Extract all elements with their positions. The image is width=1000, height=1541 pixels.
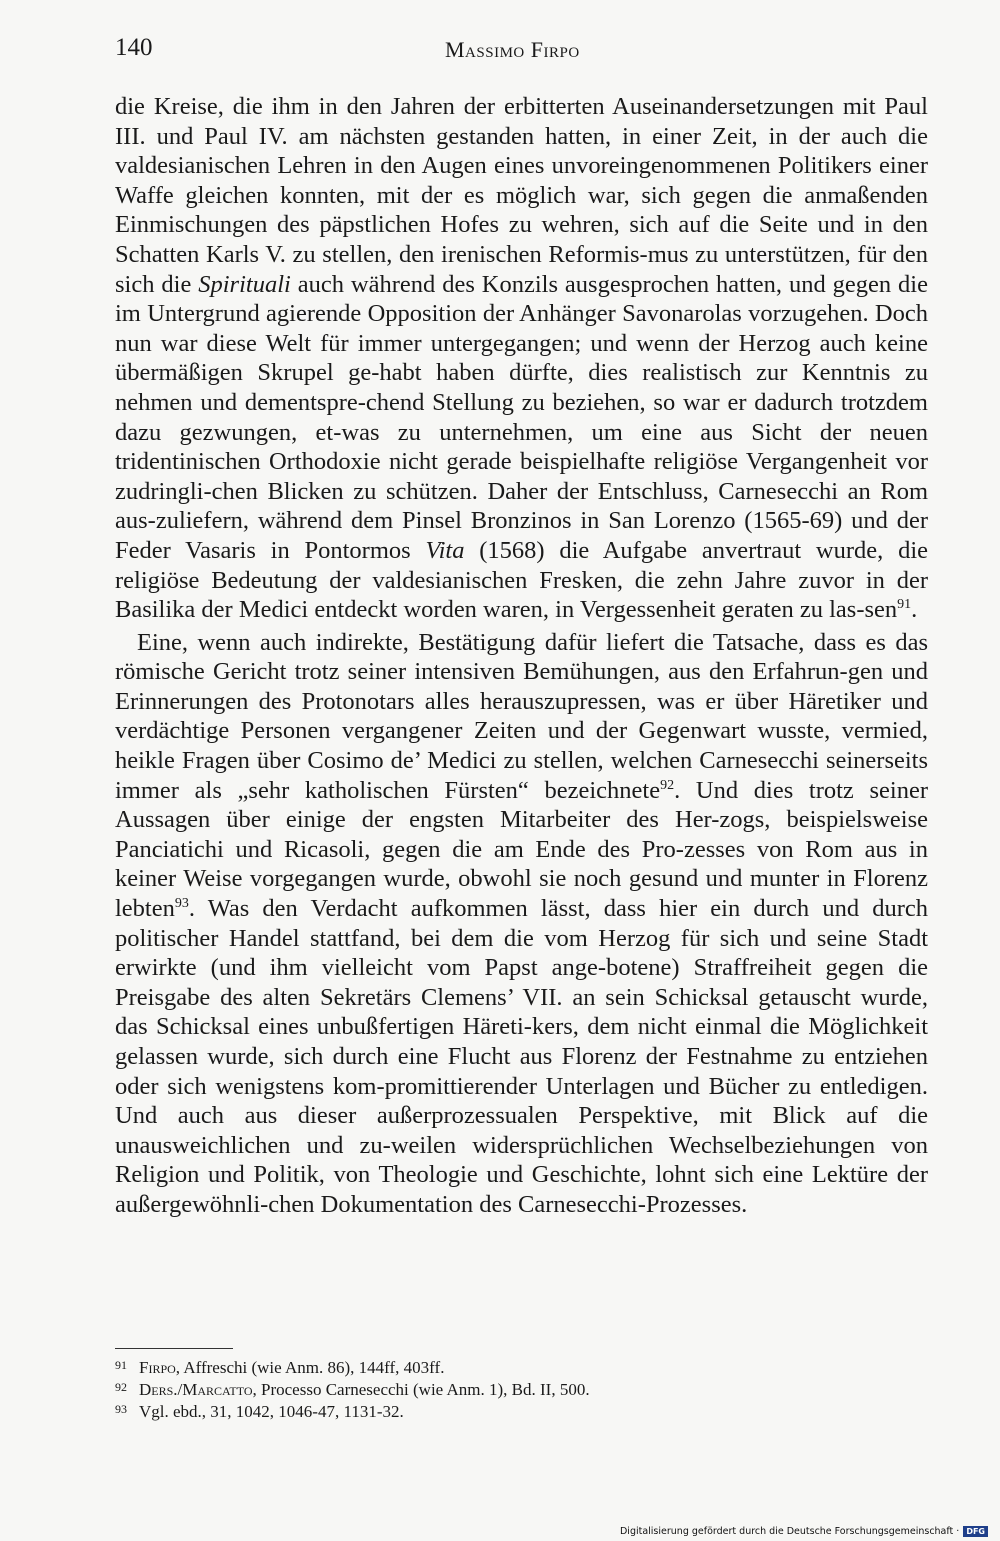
footnote-text: , Processo Carnesecchi (wie Anm. 1), Bd. II, 500.: [252, 1380, 590, 1399]
paragraph-1: [115, 92, 928, 625]
footnote-number: 91: [115, 1358, 127, 1372]
paragraph-1-text-c: (1568) die Aufgabe anvertraut wurde, die religiöse Bedeutung der valdesianischen Fresken, die zehn Jahre zuvor in der Basilika der Medici entdeckt worden waren, in Vergessenheit geraten zu las-sen: [115, 536, 928, 624]
paragraph-2-text-a: Eine, wenn auch indirekte, Bestätigung dafür liefert die Tatsache, dass es das römische Gericht trotz seiner intensiven Bemühungen, aus den Erfahrun-gen und Erinnerungen des Protonotars alles herauszupressen, was er über Häretiker und verdächtige Personen vergangener Zeiten und der Gegenwart wusste, vermied, heikle Fragen über Cosimo de’ Medici zu stellen, welchen Carnesecchi seinerseits immer als „sehr katholischen Fürsten“ bezeichnete: [115, 628, 928, 804]
footnote-ref-92[interactable]: 92: [660, 777, 675, 793]
page-header: [115, 34, 930, 70]
footnote-divider: [115, 1348, 233, 1349]
footnote-93: [115, 1401, 815, 1423]
paragraph-1-text-a: die Kreise, die ihm in den Jahren der erbitterten Auseinandersetzungen mit Paul III. und Paul IV. am nächsten gestanden hatten, in einer Zeit, in der auch die valdesianischen Lehren in den Augen eines unvoreingenommenen Politikers einer Waffe gleichen konnten, mit der es möglich war, sich gegen die anmaßenden Einmischungen des päpstlichen Hofes zu wehren, sich auf die Seite und in den Schatten Karls V. zu stellen, den irenischen Reformis-mus zu unterstützen, für den sich die: [115, 93, 928, 298]
footnote-ref-91[interactable]: 91: [897, 596, 912, 612]
paragraph-2: [115, 628, 928, 1220]
footnote-text: Vgl. ebd., 31, 1042, 1046-47, 1131-32.: [139, 1402, 404, 1421]
footnote-92: [115, 1379, 815, 1401]
digitization-credit: [620, 1526, 988, 1537]
paragraph-1-end: .: [911, 596, 918, 624]
credit-text: Digitalisierung gefördert durch die Deutsche Forschungsgemeinschaft ·: [619, 1526, 960, 1537]
footnote-91: [115, 1357, 815, 1379]
paragraph-2-text-c: . Was den Verdacht aufkommen lässt, dass hier ein durch und durch politischer Handel stattfand, bei dem die vom Herzog für sich und seine Stadt erwirkte (und ihm vielleicht vom Papst ange-botene) Straffreiheit gegen die Preisgabe des alten Sekretärs Clemens’ VII. an sein Schicksal getauscht wurde, das Schicksal eines unbußfertigen Häreti-kers, dem nicht einmal die Möglichkeit gelassen wurde, sich durch eine Flucht aus Florenz der Festnahme zu entziehen oder sich wenigstens kom-promittierender Unterlagen und Bücher zu entledigen. Und auch aus dieser außerprozessualen Perspektive, mit Blick auf die unausweichlichen und zu-weilen widersprüchlichen Wechselbeziehungen von Religion und Politik, von Theologie und Geschichte, lohnt sich eine Lektüre der außergewöhnli-chen Dokumentation des Carnesecchi-Prozesses.: [115, 895, 928, 1218]
body-text: [115, 92, 928, 1220]
dfg-logo-icon: DFG: [963, 1526, 988, 1537]
paragraph-1-text-b: auch während des Konzils ausgesprochen hatten, und gegen die im Untergrund agierende Opposition der Anhänger Savonarolas vorzugehen. Doch nun war diese Welt für immer untergegangen; und wenn der Herzog auch keine übermäßigen Skrupel ge-habt haben dürfte, dies realistisch zur Kenntnis zu nehmen und dementspre-chend Stellung zu beziehen, so war er dadurch trotzdem dazu gezwungen, et-was zu unternehmen, um eine aus Sicht der neuen tridentinischen Orthodoxie nicht gerade beispielhafte religiöse Vergangenheit vor zudringli-chen Blicken zu schützen. Daher der Entschluss, Carnesecchi an Rom aus-zuliefern, während dem Pinsel Bronzinos in San Lorenzo (1565-69) und der Feder Vasaris in Pontormos: [115, 270, 928, 564]
italic-term-vita: Vita: [425, 536, 465, 564]
footnotes: [115, 1357, 815, 1423]
footnote-text: , Affreschi (wie Anm. 86), 144ff, 403ff.: [175, 1358, 445, 1377]
paragraph-2-text-b: . Und dies trotz seiner Aussagen über einige der engsten Mitarbeiter des Her-zogs, beispielsweise Panciatichi und Ricasoli, gegen die am Ende des Pro-zesses von Rom aus in keiner Weise vorgegangen wurde, obwohl sie noch gesund und munter in Florenz lebten: [115, 776, 928, 923]
footnote-number: 93: [115, 1402, 127, 1416]
italic-term-spirituali: Spirituali: [198, 270, 291, 298]
footnote-author: Ders./Marcatto: [139, 1380, 253, 1399]
page-number: 140: [115, 34, 153, 61]
footnote-ref-93[interactable]: 93: [174, 895, 189, 911]
footnote-author: Firpo: [139, 1358, 176, 1377]
running-head: Massimo Firpo: [445, 37, 580, 62]
footnote-number: 92: [115, 1380, 127, 1394]
